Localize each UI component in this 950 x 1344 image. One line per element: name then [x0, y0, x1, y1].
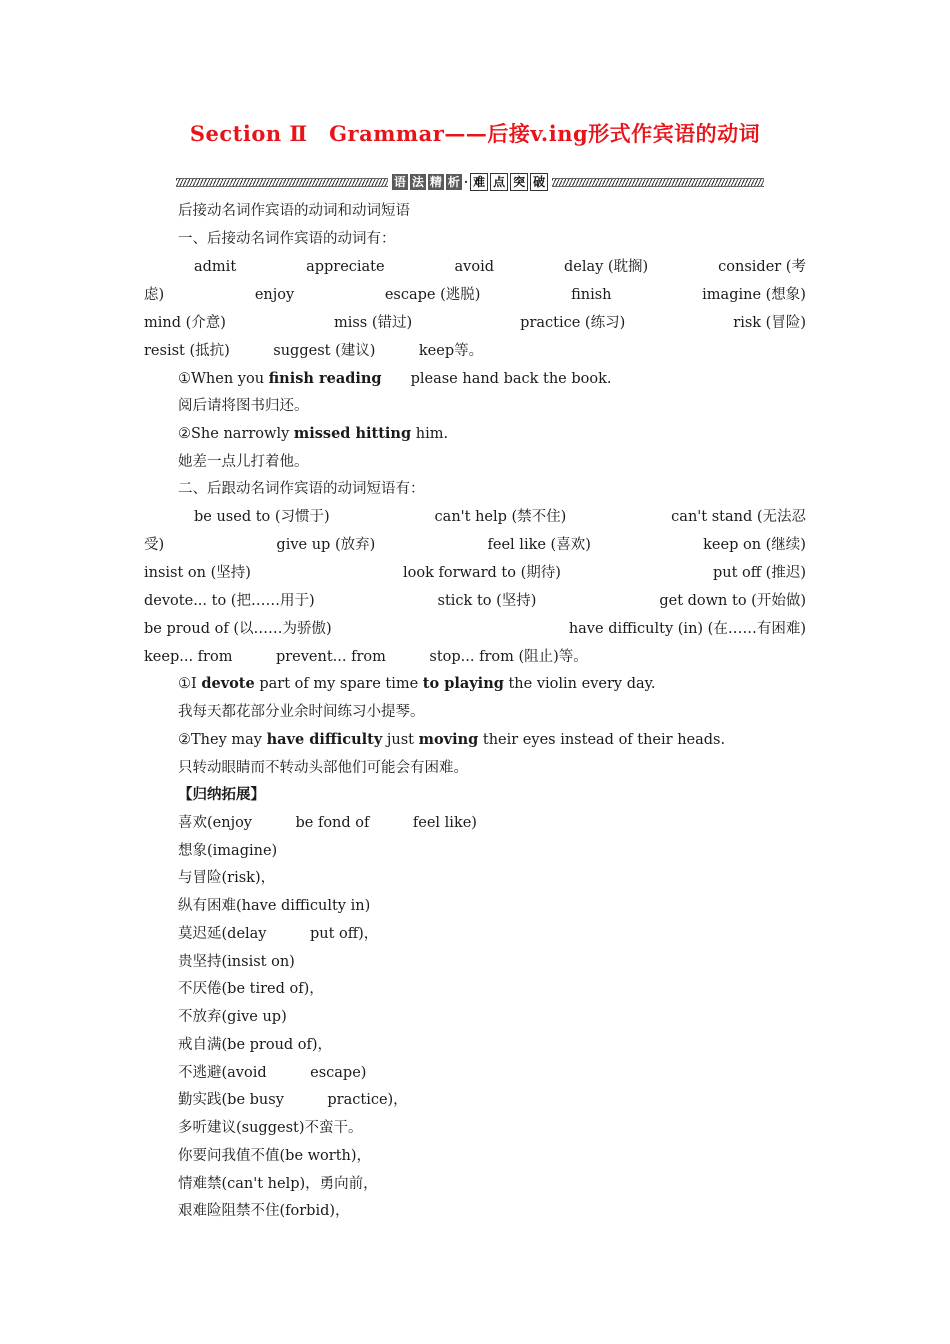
example-sentence	[178, 674, 656, 694]
example-highlight: moving	[418, 731, 479, 748]
phrase-item: get down to (开始做)	[659, 593, 806, 609]
summary-line: 多听建议(suggest)不蛮干。	[178, 1120, 363, 1136]
banner-chip: 难	[470, 173, 488, 191]
phrase-row	[144, 563, 806, 583]
summary-line: 莫迟延(delay put off)，	[178, 926, 379, 942]
example-sentence	[178, 369, 612, 389]
example-highlight: devote	[201, 675, 255, 692]
phrase-row	[144, 591, 806, 611]
summary-line: 你要问我值不值(be worth)，	[178, 1148, 372, 1164]
verb-item: appreciate	[306, 259, 385, 275]
page-title: Section Ⅱ Grammar——后接v.ing形式作宾语的动词	[189, 121, 761, 146]
summary-line: 情难禁(can't help)，勇向前，	[178, 1176, 378, 1192]
verb-item: admit	[194, 259, 237, 275]
phrase-item: be proud of (以……为骄傲)	[144, 621, 332, 637]
verb-item: miss (错过)	[333, 315, 413, 331]
phrase-row-last: keep... from prevent... from stop... from (阻止)等。	[144, 649, 588, 665]
summary-line: 贵坚持(insist on)	[178, 954, 295, 970]
banner-chip: 法	[411, 175, 424, 189]
verb-item: escape (逃脱)	[384, 287, 481, 303]
verb-item: 虑)	[144, 287, 165, 303]
part2-heading: 二、后跟动名词作宾语的动词短语有：	[178, 481, 425, 497]
phrase-item: have difficulty (in) (在……有困难)	[568, 621, 806, 637]
example-translation: 我每天都花部分业余时间练习小提琴。	[178, 704, 425, 720]
example-translation: 阅后请将图书归还。	[178, 398, 309, 414]
verb-item: consider (考	[718, 259, 806, 275]
phrase-item: can't stand (无法忍	[671, 509, 806, 525]
example-text: part of my spare time	[254, 676, 423, 692]
example-sentence	[178, 730, 725, 750]
banner-dot: ·	[463, 175, 469, 189]
phrase-item: be used to (习惯于)	[194, 509, 330, 525]
phrase-item: can't help (禁不住)	[434, 509, 567, 525]
verb-item: practice (练习)	[520, 315, 626, 331]
banner-chip: 突	[510, 173, 528, 191]
verb-row	[144, 285, 806, 305]
banner-chip: 点	[490, 173, 508, 191]
verb-item: mind (介意)	[144, 315, 226, 331]
example-sentence	[178, 424, 448, 444]
summary-line: 戒自满(be proud of)，	[178, 1037, 333, 1053]
banner-label	[391, 173, 549, 191]
example-text: ①When you	[178, 371, 269, 387]
example-highlight: have difficulty	[266, 731, 383, 748]
verb-item: avoid	[454, 259, 495, 275]
verb-item: finish	[571, 287, 612, 303]
phrase-item: 受)	[144, 537, 165, 553]
phrase-item: keep on (继续)	[703, 537, 806, 553]
example-text: ②They may	[178, 732, 267, 748]
summary-line: 喜欢(enjoy be fond of feel like)	[178, 815, 477, 831]
banner-chip: 语	[393, 175, 406, 189]
intro-text: 后接动名词作宾语的动词和动词短语	[178, 203, 410, 219]
example-text: him.	[411, 426, 449, 442]
phrase-item: give up (放弃)	[276, 537, 376, 553]
verb-item: enjoy	[254, 287, 295, 303]
example-highlight: finish reading	[268, 370, 382, 387]
example-text: their eyes instead of their heads.	[478, 732, 726, 748]
banner-chip: 精	[429, 175, 442, 189]
phrase-item: insist on (坚持)	[144, 565, 251, 581]
verb-item: delay (耽搁)	[563, 259, 649, 275]
example-text: the violin every day.	[503, 676, 656, 692]
summary-line: 想象(imagine)	[178, 843, 278, 859]
example-translation: 只转动眼睛而不转动头部他们可能会有困难。	[178, 760, 468, 776]
summary-line: 勤实践(be busy practice)，	[178, 1092, 408, 1108]
phrase-row	[194, 507, 806, 527]
verb-row	[194, 257, 806, 277]
banner-hatch-right	[552, 178, 764, 187]
example-highlight: to playing	[422, 675, 504, 692]
summary-heading: 【归纳拓展】	[178, 786, 265, 803]
section-banner	[176, 170, 764, 194]
example-text: please hand back the book.	[381, 371, 612, 387]
part1-heading: 一、后接动名词作宾语的动词有：	[178, 231, 396, 247]
example-text: ②She narrowly	[178, 426, 294, 442]
banner-chip: 析	[447, 175, 460, 189]
phrase-row	[144, 619, 806, 639]
phrase-item: feel like (喜欢)	[487, 537, 591, 553]
summary-line: 不厌倦(be tired of)，	[178, 981, 324, 997]
summary-line: 纵有困难(have difficulty in)	[178, 898, 371, 914]
example-text: just	[382, 732, 419, 748]
summary-line: 不放弃(give up)	[178, 1009, 287, 1025]
phrase-item: devote... to (把……用于)	[144, 593, 315, 609]
verb-row-last: resist (抵抗) suggest (建议) keep等。	[144, 343, 484, 359]
example-highlight: missed hitting	[293, 425, 412, 442]
phrase-item: look forward to (期待)	[403, 565, 561, 581]
banner-chip: 破	[530, 173, 548, 191]
example-text: ①I	[178, 676, 202, 692]
verb-row	[144, 313, 806, 333]
verb-item: imagine (想象)	[702, 287, 806, 303]
phrase-item: put off (推迟)	[712, 565, 806, 581]
phrase-row	[144, 535, 806, 555]
phrase-item: stick to (坚持)	[437, 593, 537, 609]
verb-item: risk (冒险)	[733, 315, 806, 331]
summary-line: 艰难险阻禁不住(forbid)，	[178, 1203, 350, 1219]
banner-hatch-left	[176, 178, 388, 187]
summary-line: 不逃避(avoid escape)	[178, 1065, 367, 1081]
summary-line: 与冒险(risk)，	[178, 870, 276, 886]
example-translation: 她差一点儿打着他。	[178, 454, 309, 470]
